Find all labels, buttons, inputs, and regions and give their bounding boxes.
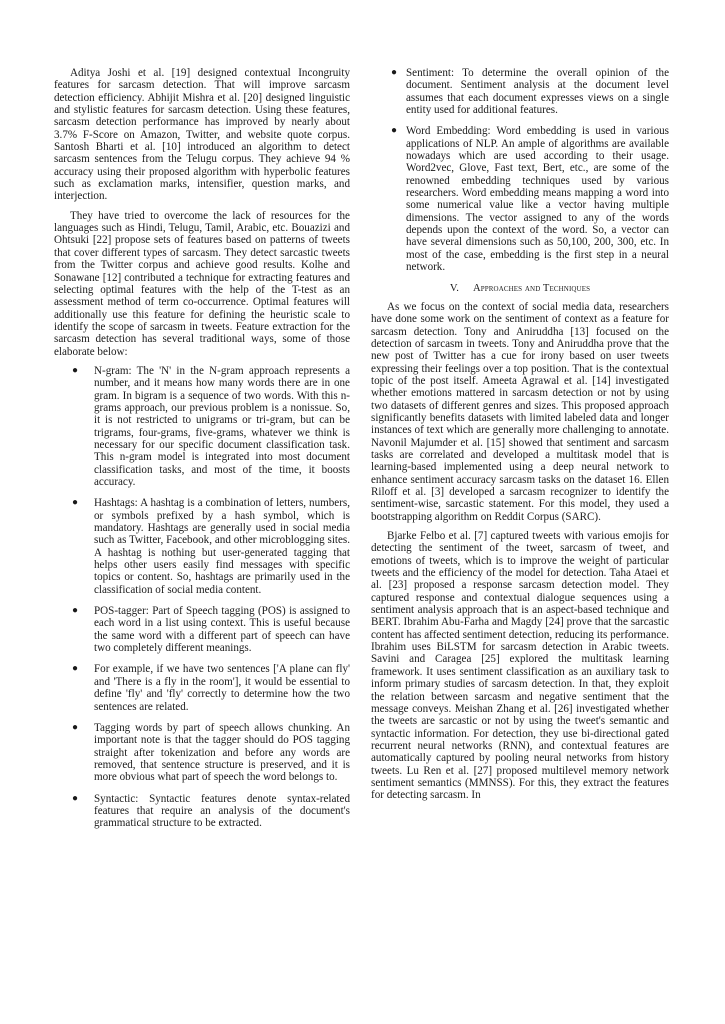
list-item-sentiment <box>371 67 669 116</box>
list-item-text: N-gram: The 'N' in the N-gram approach represents a number, and it means how many words there are in one gram. In bigram is a sequence of two words. With this n-grams approach, our previous problem is a nonissue. So, it is not restricted to unigrams or tri-gram, but can be trigrams, four-grams, five-grams, whatever we think is necessary for our specific document classification task. This n-gram model is integrated into most document classification tasks, and most of the time, it boosts accuracy. <box>94 364 350 488</box>
bullet-icon: ● <box>391 67 398 78</box>
section-number: V. <box>449 282 460 294</box>
list-item-text: POS-tagger: Part of Speech tagging (POS) is assigned to each word in a list using context. This is useful because the same word with a different part of speech can have two completely different meanings. <box>94 605 350 655</box>
section-heading <box>371 283 669 295</box>
bullet-icon: ● <box>72 364 79 376</box>
paragraph-joshi: Aditya Joshi et al. [19] designed contextual Incongruity features for sarcasm detection. That will improve sarcasm detection efficiency. Abhijit Mishra et al. [20] designed linguistic and stylistic features for sarcasm detection. Using these features, sarcasm detection performance has improved by nearly about 3.7% F-Score on Amazon, Twitter, and website quote corpus. Santosh Bharti et al. [10] introduced an algorithm to detect sarcasm sentences from the Telugu corpus. They achieve 94 % accuracy using their proposed algorithm with hyperbolic features such as exclamation marks, intensifier, question marks, and interjection. <box>54 67 350 203</box>
bullet-icon: ● <box>391 125 398 137</box>
paragraph-context: As we focus on the context of social media data, researchers have done some work on the sentiment of context as a feature for sarcasm detection. Tony and Aniruddha [13] focused on the detection of sarcasm in tweets. Tony and Aniruddha prove that the new post of Twitter has a cue for irony based on user tweets expressing their feelings over a top position. That is the contextual topic of the post itself. Ameeta Agrawal et al. [14] investigated whether emotions mattered in sarcasm detection or not by using two datasets of different genres and sizes. This proposed approach significantly benefits datasets with limited labeled data and longer instances of text which are generally more challenging to annotate. Navonil Majumder et al. [15] showed that sentiment and sarcasm tasks are correlated and developed a multitask model that is learning-based implemented using a deep neural network to enhance sentiment accuracy sarcasm tasks on the dataset 16. Ellen Riloff et al. [3] developed a sarcasm recognizer to identify the sentiment-wise, sarcastic statement. For this model, they used a bootstrapping algorithm on Reddit Corpus (SARC). <box>371 300 669 523</box>
list-item-text: For example, if we have two sentences ['A plane can fly' and 'There is a fly in the room'], it would be essential to define 'fly' and 'fly' correctly to determine how the two sentences are related. <box>94 663 350 713</box>
paragraph-resources: They have tried to overcome the lack of resources for the languages such as Hindi, Telugu, Tamil, Arabic, etc. Bouazizi and Ohtsuki [22] propose sets of features based on patterns of tweets that cover different types of sarcasm. They detect sarcastic tweets from the Twitter corpus and achieve good results. Kolhe and Sonawane [12] contributed a technique for extracting features and selecting optimal features with the help of the T-test as an assessment method of term co-occurrence. Optimal features will additionally use this feature for defining the heuristic scale to identify the scope of sarcasm in tweets. Feature extraction for the sarcasm detection has several traditional ways, some of those elaborate below: <box>54 209 350 358</box>
feature-list <box>54 365 350 830</box>
list-item-text: Tagging words by part of speech allows chunking. An important note is that the tagger should do POS tagging straight after tokenization and before any words are removed, that sentence structure is preserved, and it is more obvious what part of speech the word belongs to. <box>94 721 350 784</box>
list-item-text: Word Embedding: Word embedding is used in various applications of NLP. An ample of algorithms are available nowadays which are used according to their usage. Word2vec, Glove, Fast text, Bert, etc., are some of the renowned embedding techniques used by various researchers. Word embedding means mapping a word into some numerical value like a vector having multiple dimensions. The vector assigned to any of the words depends upon the context of the word. So, a vector can have several dimensions such as 50,100, 200, 300, etc. In most of the case, embedding is the first step in a neural network. <box>406 125 669 274</box>
list-item-ngram <box>54 365 350 488</box>
bullet-icon: ● <box>72 605 79 617</box>
list-item-hashtags <box>54 497 350 596</box>
paragraph-felbo: Bjarke Felbo et al. [7] captured tweets with various emojis for detecting the sentiment of the tweet, sarcasm of tweet, and emotions of tweets, which is to improve the weight of particular tweets and the efficiency of the model for detection. Taha Ataei et al. [23] proposed a response sarcasm detection model. They captured response and contextual dialogue sequences using a sentiment analysis approach that is an aspect-based technique and BERT. Ibrahim Abu-Farha and Magdy [24] prove that the sarcastic content has affected sentiment detection, reducing its performance. Ibrahim uses BiLSTM for sarcasm detection in Arabic tweets. Savini and Caragea [25] explored the multitask learning framework. It uses sentiment classification as an auxiliary task to inform primary studies of sarcasm detection. In that, they exploit the relation between sarcasm and negative sentiment that the message conveys. Meishan Zhang et al. [26] investigated whether the tweets are sarcastic or not by using the tweet's semantic and syntactic information. For detection, they use bi-directional gated recurrent neural networks (RNN), and contextual features are automatically captured by pooling neural networks from history tweets. Lu Ren et al. [27] proposed multilevel memory network sentiment semantics (MMNSS). For this, they extract the features for detecting sarcasm. In <box>371 530 669 802</box>
list-item-pos-tagger <box>54 605 350 654</box>
bullet-icon: ● <box>72 497 79 509</box>
feature-list-continued <box>371 67 669 274</box>
section-title: Approaches and Techniques <box>473 282 591 294</box>
bullet-icon: ● <box>72 792 79 804</box>
right-column <box>371 67 669 809</box>
list-item-example <box>54 663 350 712</box>
list-item-text: Hashtags: A hashtag is a combination of letters, numbers, or symbols prefixed by a hash symbol, which is mandatory. Hashtags are generally used in social media such as Twitter, Facebook, and other microblogging sites. A hashtag is nothing but user-generated tagging that helps other users easily find messages with specific topics or content. So, hashtags are primarily used in the classification of social media content. <box>94 497 350 596</box>
bullet-icon: ● <box>72 721 79 733</box>
list-item-word-embedding <box>371 125 669 273</box>
left-column <box>54 67 350 839</box>
list-item-syntactic <box>54 793 350 830</box>
list-item-text: Syntactic: Syntactic features denote syntax-related features that require an analysis of the document's grammatical structure to be extracted. <box>94 792 350 830</box>
bullet-icon: ● <box>72 663 79 675</box>
list-item-chunking <box>54 722 350 784</box>
list-item-text: Sentiment: To determine the overall opinion of the document. Sentiment analysis at the document level assumes that each document expresses views on a single entity used for additional features. <box>406 67 669 117</box>
